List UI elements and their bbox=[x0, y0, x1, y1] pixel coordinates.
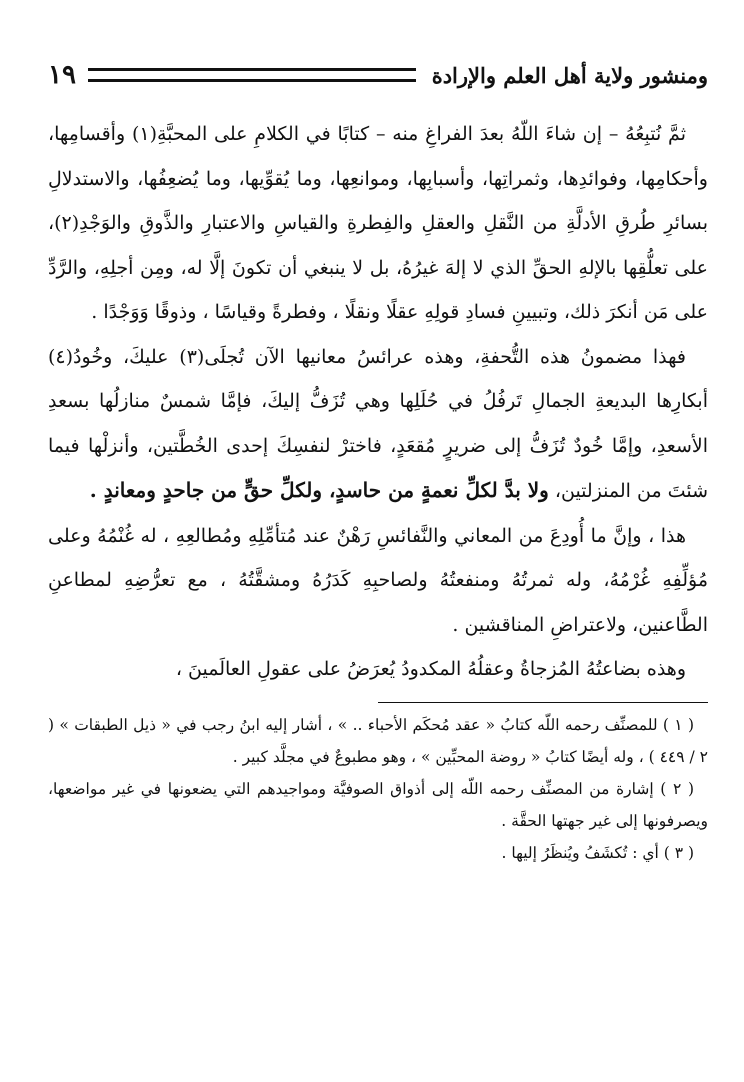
running-title: ومنشور ولاية أهل العلم والإرادة bbox=[431, 62, 708, 88]
main-text bbox=[48, 112, 708, 692]
header-rule bbox=[88, 68, 416, 82]
bold-sentence: ولا بدَّ لكلِّ نعمةٍ من حاسدٍ، ولكلِّ حقٍّ من جاحدٍ ومعاندٍ . bbox=[89, 478, 549, 502]
page-number: ١٩ bbox=[48, 60, 76, 90]
footnote-2: ( ٢ ) إشارة من المصنِّف رحمه اللّه إلى أذواق الصوفيَّة ومواجيدهم التي يضعونها في غير مواضعها، ويصرفونها إلى غير جهتها الحقَّة . bbox=[48, 779, 708, 830]
running-header bbox=[48, 52, 708, 98]
paragraph-2-text: فهذا مضمونُ هذه التُّحفةِ، وهذه عرائسُ معانيها الآن تُجلَى(٣) عليكَ، وخُودُ(٤) أبكارِها البديعةِ الجمالِ تَرفُلُ في حُلَلِها وهي تُزَفُّ إليكَ، فإمَّا شمسٌ منازلُها بسعدِ الأسعدِ، وإمَّا خُودٌ تُزَفُّ إلى ضريرٍ مُقعَدٍ، فاخترْ لنفسِكَ إحدى الخُطَّتين، وأنزلْها فيما شئتَ من المنزلتين، bbox=[48, 345, 708, 502]
document-page bbox=[48, 52, 708, 1062]
footnote-separator bbox=[378, 702, 708, 703]
footnotes bbox=[48, 709, 708, 869]
footnote-3: ( ٣ ) أي : تُكشَفُ ويُنظَرُ إليها . bbox=[501, 843, 694, 862]
paragraph-1: ثمَّ نُتبِعُهُ – إن شاءَ اللّهُ بعدَ الفراغِ منه – كتابًا في الكلامِ على المحبَّةِ(١) وأقسامِها، وأحكامِها، وفوائدِها، وثمراتِها، وأسبابِها، وموانعِها، وما يُقوِّيها، وما يُضعِفُها، والاستدلالِ بسائرِ طُرقِ الأدلَّةِ من النَّقلِ والعقلِ والفِطرةِ والقياسِ والاعتبارِ والذَّوقِ والوَجْدِ(٢)، على تعلُّقِها بالإلهِ الحقِّ الذي لا إلهَ غيرُهُ، بل لا ينبغي أن تكونَ إلَّا له، ومِن أجلِهِ، والرَّدِّ على مَن أنكرَ ذلك، وتبيينِ فسادِ قولِهِ عقلًا ونقلًا ، وفطرةً وقياسًا ، وذوقًا وَوَجْدًا . bbox=[48, 123, 708, 323]
paragraph-2 bbox=[48, 335, 708, 514]
footnote-1: ( ١ ) للمصنِّف رحمه اللّه كتابُ « عقد مُحكَم الأحباء .. » ، أشار إليه ابنُ رجب في « ذيل الطبقات » ( ٢ / ٤٤٩ ) ، وله أيضًا كتابُ « روضة المحبِّين » ، وهو مطبوعٌ في مجلَّد كبير . bbox=[48, 715, 708, 766]
paragraph-3: هذا ، وإنَّ ما أُودِعَ من المعاني والنَّفائسِ رَهْنٌ عند مُتأمِّلِهِ ومُطالعِهِ ، له غُنْمُهُ وعلى مُؤلِّفِهِ غُرْمُهُ، وله ثمرتُهُ ومنفعتُهُ ولصاحبِهِ كَدَرُهُ ومشقَّتُهُ ، مع تعرُّضِهِ لمطاعنِ الطَّاعنين، ولاعتراضِ المناقشين . bbox=[48, 524, 708, 636]
paragraph-4: وهذه بضاعتُهُ المُزجاةُ وعقلُهُ المكدودُ يُعرَضُ على عقولِ العالَمينَ ، bbox=[175, 658, 686, 680]
